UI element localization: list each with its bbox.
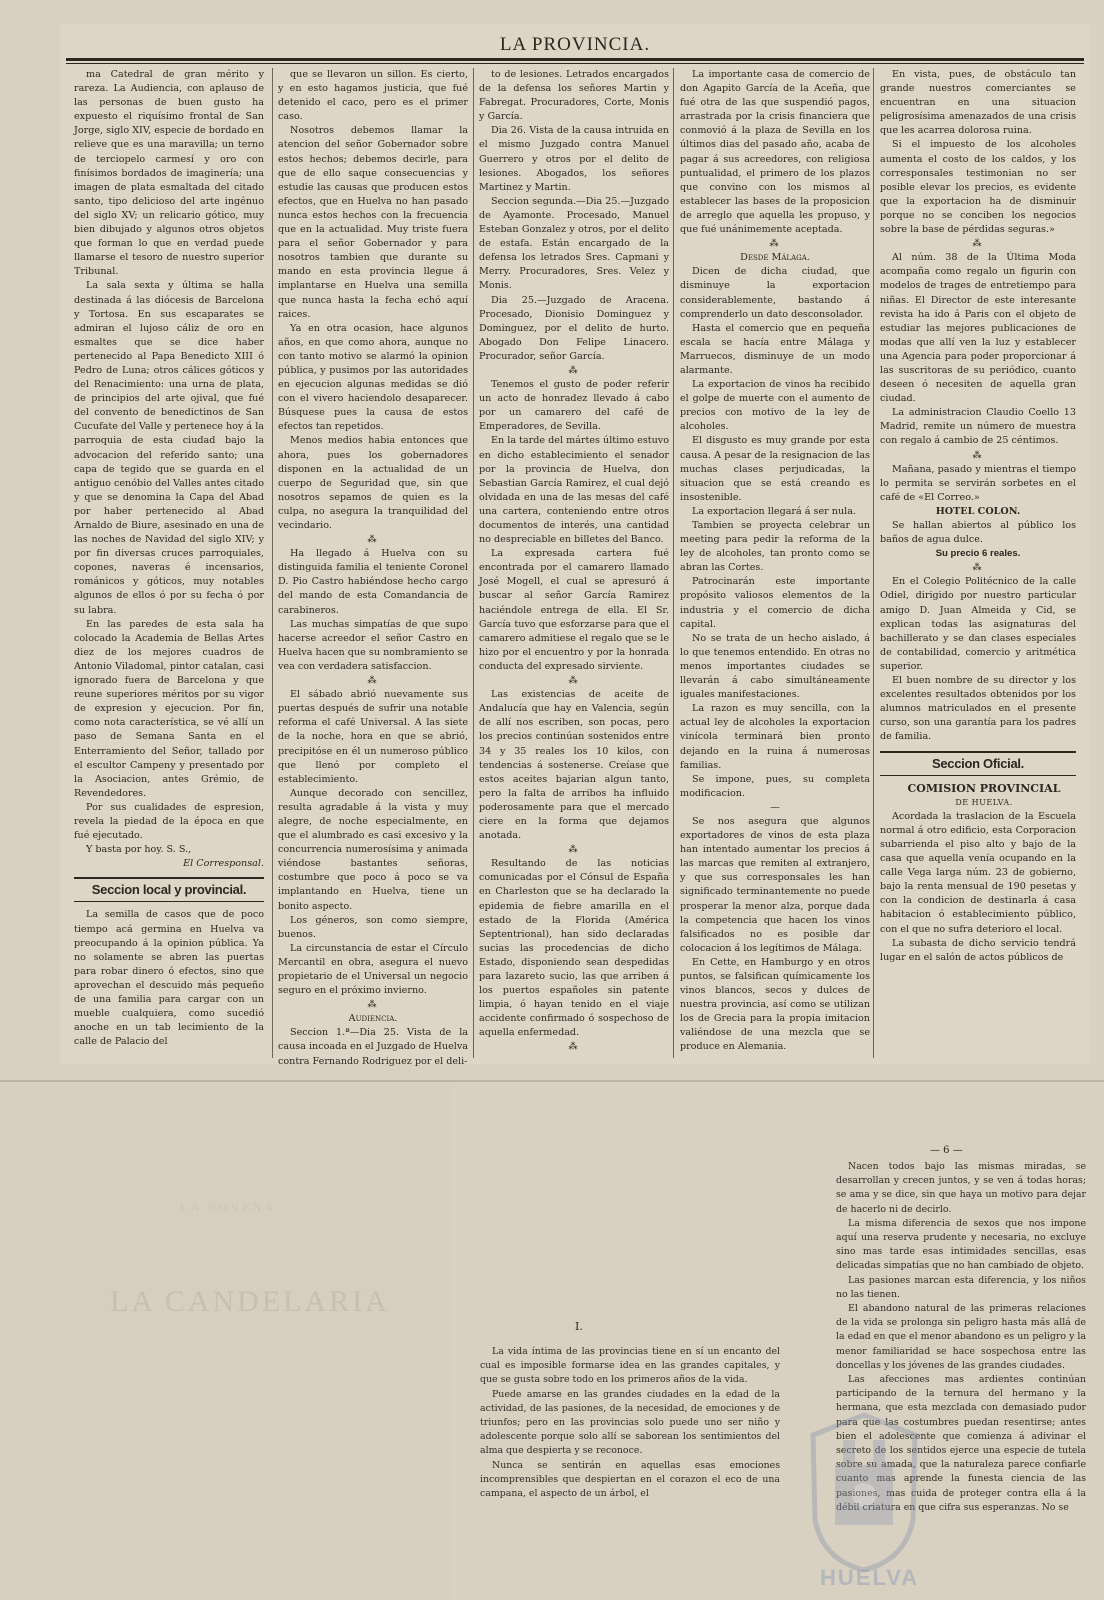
paragraph: No se trata de un hecho aislado, á lo que tenemos entendido. En otras no menos importantes ciudades se llevarán á cabo simultáneamente iguales manifestaciones. [680,632,870,701]
asterism-divider: ⁂ [568,845,580,856]
paragraph: En las paredes de esta sala ha colocado la Academia de Bellas Artes diez de los mejores cuadros de Antonio Viladomal, pintor catalan, casi ignorado fuera de Barcelona y que reune superiores méritos por su vigor de expresion y ejecucion. Por fin, como nota característica, se vé allí un paso de Semana Santa en el Enterramiento del Señor, tallado por el escultor Campeny y presentado por la Asociacion, antes Grémio, de Revendedores. [74,618,264,799]
paragraph: La expresada cartera fué encontrada por el camarero llamado José Mogell, el cual se apresuró á buscar al señor García Ramirez haciéndole entrega de ella. El Sr. García tuvo que esforzarse para que el camarero admitiese el regalo que se le hizo por el encuentro y por la honrada conducta del expresado sirviente. [479,548,669,672]
column-1 [74,68,264,1058]
paragraph: El disgusto es muy grande por esta causa. A pesar de la resignacion de las muchas clases perjudicadas, la situacion que se está creando es insostenible. [680,435,870,503]
library-seal-icon [805,1410,923,1575]
paragraph: Al núm. 38 de la Última Moda acompaña como regalo un figurin con modelos de trages de entretiempo para niñas. El Director de este interesante revista ha ido á Paris con el objeto de estudiar las mejores publicaciones de modas que allí ven la luz y establecer una Agencia para poder proporcionar á las suscritoras de su periódico, cuanto deseen ó necesiten de aquella gran ciudad. [880,252,1076,405]
paragraph: La sala sexta y última se halla destinada á las diócesis de Barcelona y Tortosa. En sus escaparates se admiran el lujoso cáliz de oro en esmaltes que se dice haber pertenecido al Papa Benedicto XIII ó Pedro de Luna; otros cálices góticos y del Renacimiento: una urna de plata, de principios del arte ojival, que fué del convento de benedictinos de San Cucufate del Valle y pertenece hoy á la parroquia de esta ciudad bajo la advocacion del referido santo; una capa de tegido que se guarda en el antiguo cenóbio del Valles antes citado y que se denomina la Capa del Abad por haber pertenecido al Abad Arnaldo de Biure, asesinado en una de las noches de Navidad del siglo XIV; y por fin diversas cruces parroquiales, copones, naveras é incensarios, románicos y góticos, muy notables algunos de ellos ó por su fecha ó por su labra. [74,280,264,616]
paragraph: La administracion Claudio Coello 13 Madrid, remite un número de muestra con regalo á cambio de 25 céntimos. [880,407,1076,447]
column-3 [479,68,669,1058]
paragraph: La subasta de dicho servicio tendrá lugar en el salón de actos públicos de [880,937,1076,963]
column-5 [880,68,1076,1058]
paragraph: Tambien se proyecta celebrar un meeting para pedir la reforma de la ley de alcoholes, tan pronto como se abran las Cortes. [680,520,870,574]
paragraph: En vista, pues, de obstáculo tan grande nuestros comerciantes se encuentran en una situacion peligrosísima amenazados de una crisis que les acarrea dolorosa ruina. [880,69,1076,137]
article-columns [60,68,1090,1067]
asterism-divider: ⁂ [568,365,580,376]
section-heading: Seccion local y provincial. [74,877,264,902]
paragraph: Tenemos el gusto de poder referir un acto de honradez llevado á cabo por un camarero del café de Emperadores, de Sevilla. [479,379,669,433]
asterism-divider: ⁂ [568,1042,580,1053]
paragraph: La importante casa de comercio de don Agapito García de la Aceña, que fué otra de las que suspendió pagos, arrastrada por la crisis financiera que conmovió á la plaza de Sevilla en los últimos dias del pasado año, acaba de pagar á sus acreedores, con religiosa puntualidad, el primero de los plazos que convino con los mismos al establecer las bases de la proposicion de arreglo que aquella les propuso, y que fué unánimemente aceptada. [680,69,870,236]
paragraph: En Cette, en Hamburgo y en otros puntos, se falsifican químicamente los vinos blancos, secos y dulces de nuestra provincia, así como se utilizan los de Grecia para la propia imitacion valiéndose de una mezcla que se produce en Alemania. [680,956,870,1053]
dash-divider: — [770,801,780,813]
signature: El Corresponsal. [183,858,264,870]
paragraph: La misma diferencia de sexos que nos impone aquí una reserva prudente y necesaria, no excluye sino mas tarde esas intimidades sencillas, esas delicadas simpatías que no han cambiado de objeto. [836,1217,1086,1272]
paragraph: Seccion segunda.—Dia 25.—Juzgado de Ayamonte. Procesado, Manuel Esteban Gonzalez y otros, por el delito de estafa. Están encargado de la defensa los letrados Sres. Capmani y Merry. Procuradores, Sres. Velez y Monis. [479,195,669,292]
paragraph: Puede amarse en las grandes ciudades en la edad de la actividad, de las pasiones, de la necesidad, de emociones y de triunfos; pero en las provincias solo puede uno ser niño y adolescente porque solo allí se saborean los sentimientos del alma que despierta y se reconoce. [480,1388,780,1457]
paragraph: Ya en otra ocasion, hace algunos años, en que como ahora, aunque no con tanto motivo se alarmó la opinion pública, y pusimos por las autoridades en ejecucion algunas medidas se dió con el vivero haciendolo desaparecer. Búsquese pues la causa de estos efectos tan repetidos. [278,322,468,433]
paragraph: Si el impuesto de los alcoholes aumenta el costo de los caldos, y los corresponsales testimonian no ser posible elevar los precios, es evidente que la exportacion ha de disminuir porque no se conciben los negocios sobre la base de pérdidas seguras.» [880,139,1076,236]
paragraph: La semilla de casos que de poco tiempo acá germina en Huelva va preocupando á la opinion pública. Ya no solamente se abren las puertas para robar dinero ó efectos, sino que aprovechan el descuido más pequeño de una familia para cargar con un mueble cualquiera, como sucedió anoche en un tab lecimiento de la calle de Palacio del [74,909,264,1048]
paragraph: Seccion 1.ª—Dia 25. Vista de la causa incoada en el Juzgado de Huelva contra Fernando Rodriguez por el deli- [278,1027,468,1067]
asterism-divider: ⁂ [769,239,781,250]
paragraph: Se hallan abiertos al público los baños de agua dulce. [880,520,1076,546]
paragraph: Y basta por hoy. S. S., [86,844,192,856]
paragraph: En el Colegio Politécnico de la calle Odiel, dirigido por nuestro particular amigo D. Juan Almeida y Cid, se explican todas las asignaturas del bachillerato y se dan clases especiales de contabilidad, comercio y aritmética superior. [880,576,1076,672]
price-line: Su precio 6 reales. [935,548,1021,560]
paragraph: ma Catedral de gran mérito y rareza. La Audiencia, con aplauso de las personas de buen gusto ha expuesto el riquísimo frontal de San Jorge, siglo XIV, especie de bordado en relieve que es una maravilla; un terno de terciopelo carmesí y oro con finísimos bordados de imaginería; una imagen de plata esmaltada del citado santo, tipo delicioso del arte ingénuo del siglo XV; un relicario gótico, muy bien dibujado y algunos otros objetos que forman lo que en verdad puede llamarse el tesoro de nuestro superior Tribunal. [74,69,264,278]
column-4 [680,68,870,1058]
paragraph: Nunca se sentirán en aquellas esas emociones incomprensibles que despiertan en el corazon el eco de una campana, el aspecto de un árbol, el [480,1459,780,1500]
paragraph: El abandono natural de las primeras relaciones de la vida se prolonga sin peligro hasta más allá de la edad en que el menor abandono es un peligro y la menor familiaridad se hace sospechosa entre las doncellas y los jóvenes de las grandes ciudades. [836,1303,1086,1371]
paragraph: La exportacion llegará á ser nula. [692,505,856,517]
ghost-text: LA NOVENA [180,1200,276,1214]
paragraph: Dia 26. Vista de la causa intruida en el mismo Juzgado contra Manuel Guerrero y otros por el delito de lesiones. Abogados, los señores Martinez y Martin. [479,125,669,193]
section-heading: Seccion Oficial. [880,751,1076,776]
asterism-divider: ⁂ [367,1000,379,1011]
paragraph: El sábado abrió nuevamente sus puertas después de sufrir una notable reforma el café Universal. A las siete de la noche, hora en que se abrió, precipitóse en él un numeroso público que llenó por completo el establecimiento. [278,689,468,785]
asterism-divider: ⁂ [972,563,984,574]
masthead: LA PROVINCIA. [499,34,651,55]
paragraph: Ha llegado á Huelva con su distinguida familia el teniente Coronel D. Pio Castro habiéndose hecho cargo del mando de esta Comandancia de carabineros. [278,548,468,616]
asterism-divider: ⁂ [972,450,984,461]
masthead-rule-thin [66,63,1084,64]
notice-title: COMISION PROVINCIAL [907,781,1061,795]
asterism-divider: ⁂ [367,676,379,687]
paragraph: Se impone, pues, su completa modificacion. [680,773,870,799]
paragraph: Nacen todos bajo las mismas miradas, se desarrollan y crecen juntos, y se ven á todas horas; se ama y se dice, sin que haya un motivo para dejar de hacerlo ni de decirlo. [836,1161,1086,1215]
paragraph: Aunque decorado con sencillez, resulta agradable á la vista y muy alegre, de noche especialmente, en que el alumbrado es casi excesivo y la concurrencia numerosísima y animada viéndose bastantes señoras, costumbre que poco á poco se va implantando en Huelva, tiene un bonito aspecto. [278,787,468,912]
paragraph: En la tarde del mártes último estuvo en dicho establecimiento el senador por la provincia de Huelva, don Sebastian García Ramirez, el cual dejó olvidada en una de las mesas del café una cartera, conteniendo entre otros documentos de interés, una cantidad no despreciable en billetes del Banco. [479,435,669,546]
paragraph: Las muchas simpatías de que supo hacerse acreedor el señor Castro en Huelva hacen que su nombramiento se vea con verdadera satisfaccion. [278,618,468,672]
ghost-title: LA CANDELARIA [110,1285,390,1318]
paragraph: que se llevaron un sillon. Es cierto, y en esto hagamos justicia, que fué detenido el caco, pero es el primer caso. [278,69,468,123]
paragraph: La vida íntima de las provincias tiene en sí un encanto del cual es imposible formarse idea en las grandes capitales, y que se gusta sobre todo en los primeros años de la vida. [480,1346,780,1386]
upper-page [60,24,1090,1067]
subheading: Desde Málaga. [740,252,810,264]
paragraph: Nosotros debemos llamar la atencion del señor Gobernador sobre estos hechos; debemos decirle, para que de ello saque consecuencias y estudie las causas que producen estos efectos, que en Huelva no han pasado nunca estos hechos con la frecuencia que en la actualidad. Muy triste fuera para el señor Gobernador y para nosotros tambien que durante su mando en esta provincia llegue á implantarse en Huelva una semilla que nunca hasta la fecha echó aquí raices. [278,125,468,320]
paragraph: Acordada la traslacion de la Escuela normal á otro edificio, esta Corporacion subarrienda el piso alto y bajo de la casa que aquella venía ocupando en la calle Vega larga núm. 23 de gobierno, bajo la renta mensual de 190 pesetas y con la condicion de destinarla á casa habitacion ó establecimiento público, con el que no sufra deterioro el local. [880,810,1076,935]
column-2 [278,68,468,1067]
paragraph: Hasta el comercio que en pequeña escala se hacía entre Málaga y Marruecos, disminuye de un modo alarmante. [680,322,870,376]
asterism-divider: ⁂ [972,239,984,250]
chapter-number: I. [575,1320,583,1333]
asterism-divider: ⁂ [568,676,580,687]
paragraph: La razon es muy sencilla, con la actual ley de alcoholes la exportacion vinícola terminará bien pronto dejando en la ruina á numerosas familias. [680,703,870,771]
paragraph: Dia 25.—Juzgado de Aracena. Procesado, Dionisio Dominguez y Dominguez, por el delito de hurto. Abogado Don Felipe Linacero. Procurador, señor García. [479,294,669,362]
paragraph: Patrocinarán este importante propósito valiosos elementos de la industria y el comercio de dicha capital. [680,576,870,630]
lower-middle-column [480,1345,780,1595]
paragraph: El buen nombre de su director y los excelentes resultados obtenidos por los alumnos matriculados en el presente curso, son una garantía para los padres de familia. [880,675,1076,743]
paragraph: Los géneros, son como siempre, buenos. [278,914,468,940]
page-number: — 6 — [930,1145,963,1156]
paragraph: Mañana, pasado y mientras el tiempo lo permita se servirán sorbetes en el café de «El Correo.» [880,463,1076,503]
paragraph: Las afecciones mas ardientes continúan participando de la ternura del hermano y la hermana, que esta mezclada con demasiado pudor para que las costumbres puedan resentirse; antes bien el adolescente que comienza á adivinar el secreto de los sentidos ejerce una especie de tutela sobre su amada, que la naturaleza parece confiarle cuanto mas aprende la funesta ciencia de las pasiones, mas cuida de proteger contra ella á la débil criatura en que cifra sus esperanzas. No se [836,1374,1086,1513]
paragraph: Dicen de dicha ciudad, que disminuye la exportacion considerablemente, bastando á comprenderlo un dato desconsolador. [680,266,870,320]
paragraph: Menos medios habia entonces que ahora, pues los gobernadores disponen en la actualidad de un cuerpo de Seguridad que, sin que nosotros sepamos de quien es la culpa, no asegura la tranquilidad del vecindario. [278,435,468,531]
paragraph: Resultando de las noticias comunicadas por el Cónsul de España en Charleston que se ha declarado la epidemia de fiebre amarilla en el estado de la Florida (América Septentrional), han sido declaradas sucias las procedencias de dicho Estado, disponiendo sean despedidas para lazareto sucio, las que arriben á los puertos españoles sin patente limpia, ó hayan tenido en el viaje accidente confirmado ó sospechoso de aquella enfermedad. [479,858,669,1039]
page-fold [0,1080,1104,1082]
asterism-divider: ⁂ [367,535,379,546]
bleed-through-area [0,1085,450,1600]
paragraph: to de lesiones. Letrados encargados de la defensa los señores Martin y Fabregat. Procuradores, Corte, Monis y García. [479,69,669,123]
masthead-rule [66,58,1084,61]
paragraph: La circunstancia de estar el Círculo Mercantil en obra, asegura el nuevo propietario de el Universal un negocio seguro en el próximo invierno. [278,942,468,997]
library-stamp: HUELVA [820,1565,920,1590]
subheading: Audiencia. [348,1013,398,1025]
notice-subtitle: DE HUELVA. [955,797,1013,807]
hotel-heading: HOTEL COLON. [935,505,1021,517]
paragraph: Se nos asegura que algunos exportadores de vinos de esta plaza han intentado aumentar los precios á las marcas que remiten al extranjero, y que sus corresponsales les han significado terminantemente no puede prosperar la menor alza, porque dada la competencia que hacen los vinos falsificados no es posible dar colocacion á los legítimos de Málaga. [680,815,870,954]
paragraph: La exportacion de vinos ha recibido el golpe de muerte con el aumento de precios con motivo de la ley de alcoholes. [680,379,870,433]
paragraph: Las pasiones marcan esta diferencia, y los niños no las tienen. [836,1274,1086,1300]
paragraph: Las existencias de aceite de Andalucía que hay en Valencia, según de allí nos escriben, son pocas, pero los precios continúan sostenidos entre 34 y 35 reales los 10 kilos, con tendencias á sostenerse. Creíase que estos aceites bajarian algun tanto, pero la falta de arribos ha influido poderosamente para que el mercado ciere en la forma que dejamos anotada. [479,689,669,842]
paragraph: Por sus cualidades de espresion, revela la piedad de la época en que fué ejecutado. [74,801,264,842]
